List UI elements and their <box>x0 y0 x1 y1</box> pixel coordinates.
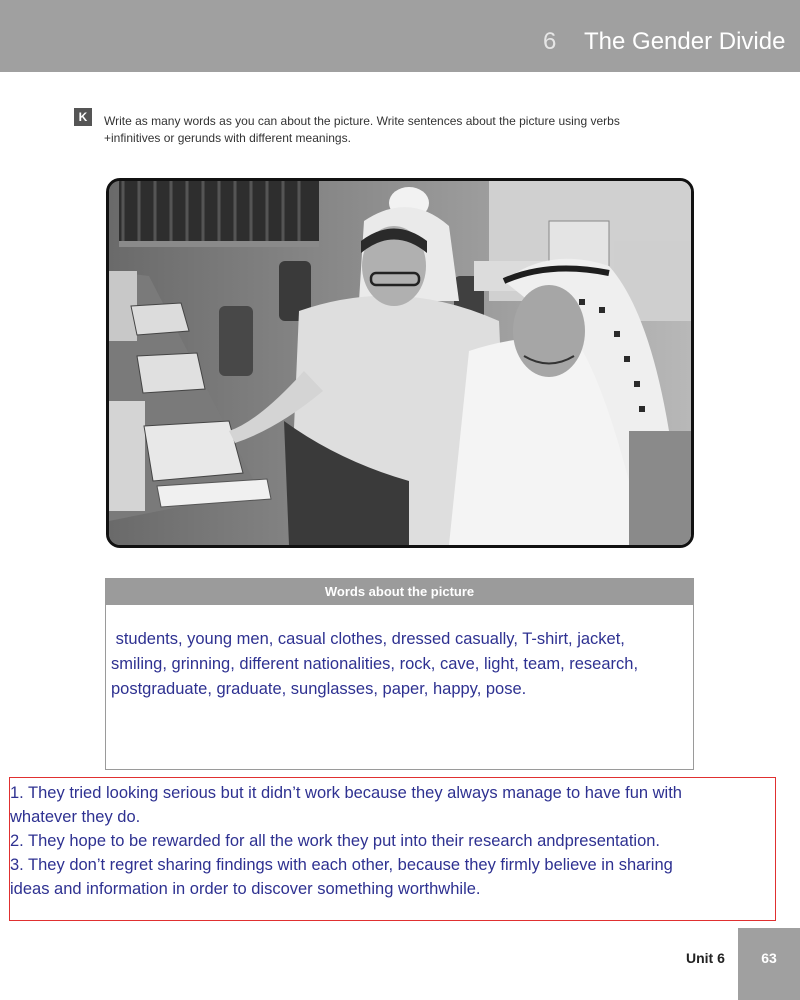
answer-line: whatever they do. <box>10 808 141 826</box>
chapter-number: 6 <box>543 28 557 55</box>
footer-unit-label: Unit 6 <box>686 950 725 966</box>
instruction-line-1: Write as many words as you can about the picture. Write sentences about the picture using verbs <box>104 114 620 128</box>
chapter-title: The Gender Divide <box>584 28 786 55</box>
answer-line: 3. They don’t regret sharing findings with each other, because they firmly believe in sharing <box>10 856 673 874</box>
answer-line: 1. They tried looking serious but it didn’t work because they always manage to have fun with <box>10 784 682 802</box>
answer-line: ideas and information in order to discover something worthwhile. <box>10 880 481 898</box>
chapter-header-bar <box>0 0 800 72</box>
exercise-instruction <box>104 113 704 147</box>
sentences-answer-box[interactable] <box>9 777 776 921</box>
page-number-tab <box>738 928 800 1000</box>
instruction-line-2: +infinitives or gerunds with different meanings. <box>104 131 351 145</box>
words-line-1: students, young men, casual clothes, dressed casually, T-shirt, jacket, <box>111 630 625 648</box>
classroom-photo <box>106 178 694 548</box>
words-about-picture-box <box>105 578 694 770</box>
exercise-letter-badge: K <box>74 108 92 126</box>
page-number: 63 <box>761 950 777 966</box>
photo-illustration <box>109 181 691 545</box>
words-box-heading: Words about the picture <box>106 579 693 605</box>
answer-line: 2. They hope to be rewarded for all the work they put into their research andpresentation. <box>10 832 661 850</box>
words-line-2: smiling, grinning, different nationalities, rock, cave, light, team, research, <box>111 655 639 673</box>
words-box-content[interactable] <box>111 627 707 702</box>
words-line-3: postgraduate, graduate, sunglasses, paper, happy, pose. <box>111 680 527 698</box>
